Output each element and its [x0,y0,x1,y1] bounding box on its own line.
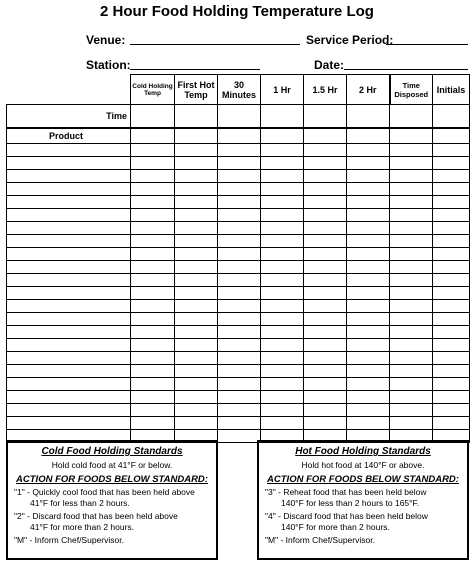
date-label: Date: [314,58,345,72]
log-cell[interactable] [304,352,347,365]
log-cell[interactable] [131,222,175,235]
log-cell[interactable] [433,128,470,144]
header-cold-holding-temp: Cold Holding Temp [131,75,175,105]
log-cell[interactable] [390,352,433,365]
log-cell[interactable] [261,128,304,144]
log-cell[interactable] [261,144,304,157]
product-cell[interactable] [7,235,131,248]
log-cell[interactable] [218,339,261,352]
log-cell[interactable] [218,287,261,300]
cold-item-2-cont: 41°F for more than 2 hours. [30,522,135,532]
log-cell[interactable] [261,235,304,248]
log-cell[interactable] [433,235,470,248]
log-cell[interactable] [347,183,390,196]
product-column-label: Product [7,128,131,144]
log-cell[interactable] [390,261,433,274]
log-cell[interactable] [347,144,390,157]
product-cell[interactable] [7,313,131,326]
log-cell[interactable] [131,391,175,404]
log-cell[interactable] [347,339,390,352]
log-cell[interactable] [218,196,261,209]
log-cell[interactable] [175,157,218,170]
log-cell[interactable] [347,235,390,248]
station-field[interactable] [130,69,260,70]
log-cell[interactable] [304,339,347,352]
log-cell[interactable] [131,274,175,287]
log-cell[interactable] [131,209,175,222]
log-cell[interactable] [304,287,347,300]
log-cell[interactable] [261,261,304,274]
log-cell[interactable] [304,378,347,391]
log-cell[interactable] [131,235,175,248]
log-cell[interactable] [261,378,304,391]
log-cell[interactable] [433,144,470,157]
log-cell[interactable] [304,313,347,326]
log-cell[interactable] [131,300,175,313]
log-cell[interactable] [390,404,433,417]
log-cell[interactable] [304,209,347,222]
log-cell[interactable] [304,128,347,144]
log-cell[interactable] [261,183,304,196]
log-cell[interactable] [175,326,218,339]
table-row [7,274,470,287]
hot-item-3-cont: 140°F for less than 2 hours to 165°F. [281,498,420,508]
log-cell[interactable] [433,183,470,196]
log-cell[interactable] [131,417,175,430]
log-cell[interactable] [304,222,347,235]
log-cell[interactable] [261,352,304,365]
log-cell[interactable] [347,222,390,235]
log-cell[interactable] [304,391,347,404]
log-cell[interactable] [218,430,261,443]
log-cell[interactable] [390,157,433,170]
log-cell[interactable] [131,183,175,196]
log-cell[interactable] [218,222,261,235]
log-cell[interactable] [390,300,433,313]
log-cell[interactable] [433,300,470,313]
log-cell[interactable] [175,144,218,157]
log-cell[interactable] [304,144,347,157]
table-row [7,157,470,170]
log-cell[interactable] [261,274,304,287]
log-cell[interactable] [304,300,347,313]
hot-item-4: "4" - Discard food that has been held below [265,511,428,521]
log-cell[interactable] [347,157,390,170]
table-row [7,196,470,209]
log-cell[interactable] [218,300,261,313]
log-cell[interactable] [131,313,175,326]
log-cell[interactable] [390,196,433,209]
hot-standards-heading: Hot Food Holding Standards [295,446,431,457]
table-row [7,248,470,261]
log-cell[interactable] [433,404,470,417]
log-cell[interactable] [390,287,433,300]
log-cell[interactable] [304,235,347,248]
log-cell[interactable] [218,352,261,365]
log-cell[interactable] [131,339,175,352]
log-cell[interactable] [347,404,390,417]
date-field[interactable] [344,69,468,70]
log-cell[interactable] [433,248,470,261]
log-cell[interactable] [175,365,218,378]
log-cell[interactable] [304,404,347,417]
table-row [7,313,470,326]
product-cell[interactable] [7,404,131,417]
cold-standards-line: Hold cold food at 41°F or below. [51,460,173,470]
log-cell[interactable] [304,274,347,287]
product-cell[interactable] [7,339,131,352]
product-cell[interactable] [7,144,131,157]
log-cell[interactable] [347,209,390,222]
log-cell[interactable] [218,313,261,326]
log-cell[interactable] [390,183,433,196]
log-cell[interactable] [304,157,347,170]
log-cell[interactable] [175,261,218,274]
log-cell[interactable] [347,170,390,183]
product-cell[interactable] [7,287,131,300]
log-cell[interactable] [261,391,304,404]
log-cell[interactable] [131,365,175,378]
log-cell[interactable] [347,261,390,274]
time-cell[interactable] [433,105,470,129]
log-cell[interactable] [347,417,390,430]
table-row [7,235,470,248]
log-cell[interactable] [390,313,433,326]
header-initials: Initials [433,75,470,105]
log-cell[interactable] [131,378,175,391]
log-cell[interactable] [261,313,304,326]
log-cell[interactable] [390,144,433,157]
table-row [7,183,470,196]
log-cell[interactable] [433,261,470,274]
log-cell[interactable] [131,170,175,183]
log-cell[interactable] [347,196,390,209]
log-cell[interactable] [131,352,175,365]
table-row [7,417,470,430]
table-row [7,326,470,339]
log-cell[interactable] [433,209,470,222]
header-1-hr: 1 Hr [261,75,304,105]
log-cell[interactable] [218,183,261,196]
log-cell[interactable] [131,144,175,157]
table-row [7,300,470,313]
log-cell[interactable] [218,404,261,417]
log-cell[interactable] [433,417,470,430]
log-cell[interactable] [261,209,304,222]
cold-item-1-cont: 41°F for less than 2 hours. [30,498,130,508]
log-cell[interactable] [433,326,470,339]
log-cell[interactable] [390,235,433,248]
log-cell[interactable] [131,196,175,209]
log-cell[interactable] [218,391,261,404]
log-cell[interactable] [390,378,433,391]
log-cell[interactable] [390,222,433,235]
log-cell[interactable] [175,128,218,144]
log-cell[interactable] [433,378,470,391]
log-cell[interactable] [261,365,304,378]
table-row [7,222,470,235]
log-cell[interactable] [433,274,470,287]
venue-label: Venue: [86,33,126,47]
product-cell[interactable] [7,170,131,183]
log-cell[interactable] [218,326,261,339]
log-cell[interactable] [261,222,304,235]
product-cell[interactable] [7,183,131,196]
log-cell[interactable] [390,391,433,404]
product-cell[interactable] [7,248,131,261]
log-cell[interactable] [175,222,218,235]
header-2-hr: 2 Hr [347,75,390,105]
cold-item-m: "M" - Inform Chef/Supervisor. [14,535,124,545]
log-cell[interactable] [218,417,261,430]
product-cell[interactable] [7,157,131,170]
time-cell[interactable] [131,105,175,129]
time-cell[interactable] [261,105,304,129]
log-cell[interactable] [218,261,261,274]
log-cell[interactable] [131,261,175,274]
product-cell[interactable] [7,300,131,313]
log-cell[interactable] [390,365,433,378]
table-row [7,144,470,157]
log-cell[interactable] [261,417,304,430]
log-cell[interactable] [218,235,261,248]
log-cell[interactable] [347,378,390,391]
log-cell[interactable] [304,248,347,261]
time-cell[interactable] [218,105,261,129]
table-row [7,365,470,378]
log-cell[interactable] [433,339,470,352]
log-cell[interactable] [131,248,175,261]
blank-header-cell [7,75,131,105]
log-cell[interactable] [218,128,261,144]
product-cell[interactable] [7,352,131,365]
log-cell[interactable] [433,196,470,209]
log-cell[interactable] [218,157,261,170]
log-cell[interactable] [433,287,470,300]
product-cell[interactable] [7,209,131,222]
log-cell[interactable] [218,209,261,222]
log-cell[interactable] [390,326,433,339]
log-cell[interactable] [347,248,390,261]
log-cell[interactable] [218,274,261,287]
log-cell[interactable] [175,235,218,248]
log-cell[interactable] [390,274,433,287]
log-cell[interactable] [304,196,347,209]
table-row [7,378,470,391]
table-row [7,287,470,300]
table-row [7,339,470,352]
log-cell[interactable] [175,248,218,261]
log-cell[interactable] [390,128,433,144]
log-cell[interactable] [347,287,390,300]
product-cell[interactable] [7,274,131,287]
product-cell[interactable] [7,326,131,339]
log-cell[interactable] [304,261,347,274]
time-cell[interactable] [175,105,218,129]
service-period-label: Service Period: [306,33,394,47]
log-cell[interactable] [131,157,175,170]
log-cell[interactable] [261,404,304,417]
log-cell[interactable] [390,170,433,183]
log-cell[interactable] [261,326,304,339]
log-cell[interactable] [261,157,304,170]
header-first-hot-temp: First Hot Temp [175,75,218,105]
cold-item-1: "1" - Quickly cool food that has been held above [14,487,195,497]
table-row [7,170,470,183]
log-cell[interactable] [261,170,304,183]
product-cell[interactable] [7,222,131,235]
log-cell[interactable] [218,378,261,391]
log-cell[interactable] [261,248,304,261]
log-cell[interactable] [390,248,433,261]
station-label: Station: [86,58,131,72]
log-cell[interactable] [433,170,470,183]
log-cell[interactable] [175,287,218,300]
log-cell[interactable] [131,326,175,339]
log-cell[interactable] [218,365,261,378]
log-cell[interactable] [175,196,218,209]
log-cell[interactable] [347,274,390,287]
product-cell[interactable] [7,261,131,274]
log-cell[interactable] [433,222,470,235]
log-cell[interactable] [304,326,347,339]
header-1-5-hr: 1.5 Hr [304,75,347,105]
log-cell[interactable] [175,339,218,352]
log-cell[interactable] [261,300,304,313]
log-cell[interactable] [175,404,218,417]
table-row [7,391,470,404]
log-cell[interactable] [175,417,218,430]
log-cell[interactable] [175,352,218,365]
time-row-label: Time [7,105,131,129]
hot-item-m: "M" - Inform Chef/Supervisor. [265,535,375,545]
log-cell[interactable] [175,183,218,196]
time-cell[interactable] [347,105,390,129]
log-cell[interactable] [347,365,390,378]
log-cell[interactable] [304,417,347,430]
page-title: 2 Hour Food Holding Temperature Log [100,3,374,20]
log-cell[interactable] [261,196,304,209]
hot-item-3: "3" - Reheat food that has been held below [265,487,427,497]
log-cell[interactable] [175,274,218,287]
table-row [7,404,470,417]
log-cell[interactable] [175,170,218,183]
log-cell[interactable] [347,352,390,365]
product-cell[interactable] [7,417,131,430]
header-30-minutes: 30 Minutes [218,75,261,105]
time-cell[interactable] [390,105,433,129]
cold-action-heading: ACTION FOR FOODS BELOW STANDARD: [16,474,208,485]
table-row [7,352,470,365]
product-cell[interactable] [7,196,131,209]
log-cell[interactable] [175,209,218,222]
service-period-field[interactable] [386,44,468,45]
product-cell[interactable] [7,391,131,404]
hot-item-4-cont: 140°F for more than 2 hours. [281,522,390,532]
log-cell[interactable] [390,209,433,222]
log-cell[interactable] [218,170,261,183]
log-cell[interactable] [131,404,175,417]
log-cell[interactable] [347,326,390,339]
log-cell[interactable] [433,157,470,170]
log-cell[interactable] [433,391,470,404]
log-body [7,144,470,443]
log-cell[interactable] [347,391,390,404]
log-cell[interactable] [261,339,304,352]
cold-standards-heading: Cold Food Holding Standards [41,446,183,457]
temperature-log-table [6,74,470,443]
log-cell[interactable] [347,300,390,313]
log-cell[interactable] [390,417,433,430]
table-row [7,261,470,274]
time-cell[interactable] [304,105,347,129]
log-cell[interactable] [304,170,347,183]
product-cell[interactable] [7,378,131,391]
log-cell[interactable] [433,352,470,365]
log-cell[interactable] [304,183,347,196]
log-cell[interactable] [261,287,304,300]
log-cell[interactable] [304,365,347,378]
log-cell[interactable] [433,313,470,326]
cold-item-2: "2" - Discard food that has been held above [14,511,178,521]
venue-field[interactable] [130,44,300,45]
cold-standards-box [6,440,218,560]
log-cell[interactable] [175,300,218,313]
log-cell[interactable] [218,248,261,261]
hot-action-heading: ACTION FOR FOODS BELOW STANDARD: [267,474,459,485]
log-cell[interactable] [347,128,390,144]
log-cell[interactable] [175,378,218,391]
table-row [7,209,470,222]
log-cell[interactable] [433,365,470,378]
log-cell[interactable] [175,391,218,404]
log-cell[interactable] [347,313,390,326]
log-cell[interactable] [131,287,175,300]
log-cell[interactable] [175,313,218,326]
log-cell[interactable] [390,339,433,352]
log-cell[interactable] [218,144,261,157]
header-time-disposed: Time Disposed [390,75,433,105]
hot-standards-line: Hold hot food at 140°F or above. [301,460,425,470]
log-cell[interactable] [131,128,175,144]
product-cell[interactable] [7,365,131,378]
hot-standards-box [257,440,469,560]
